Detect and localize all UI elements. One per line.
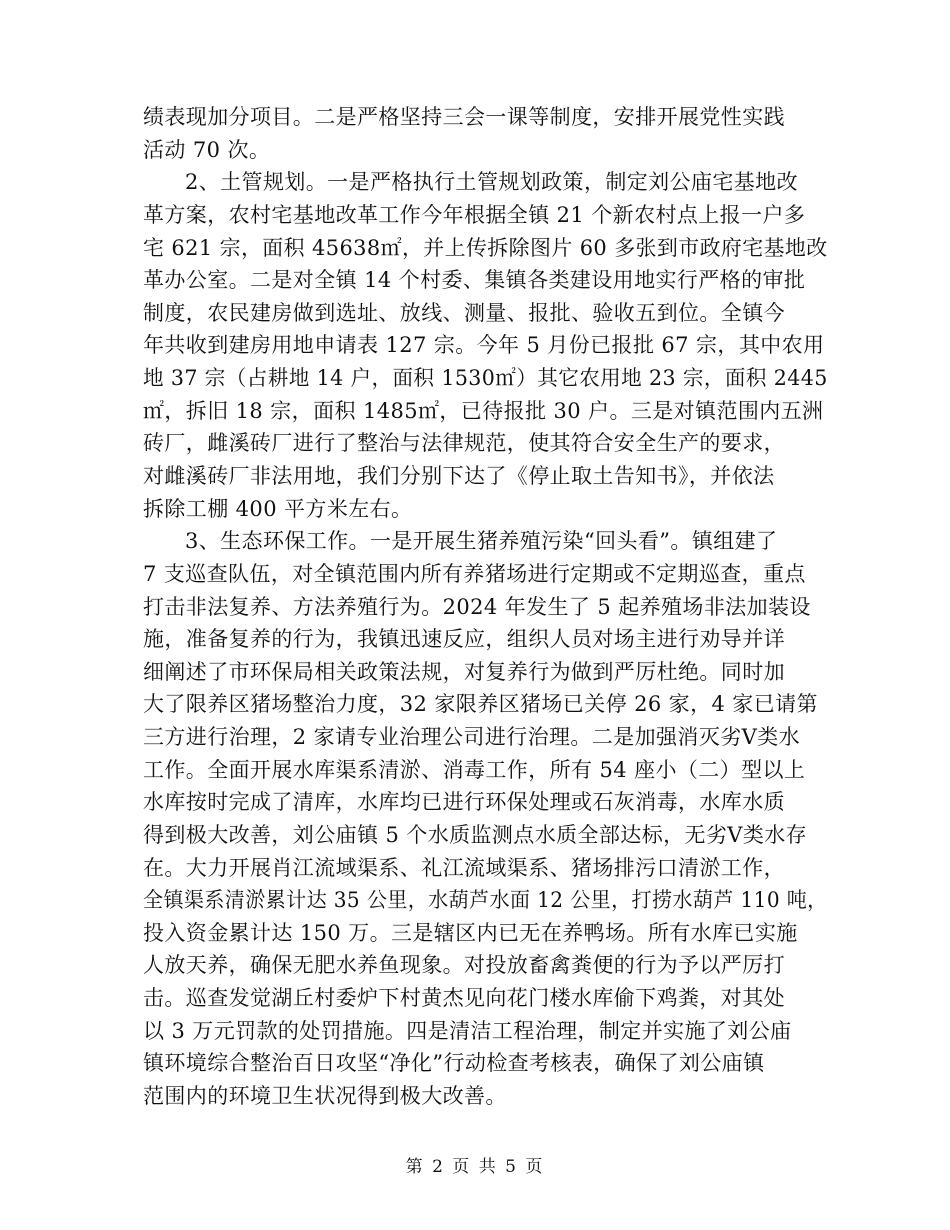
text-line: 施，准备复养的行为，我镇迅速反应，组织人员对场主进行劝导并详 <box>143 627 785 651</box>
text-line: 人放天养，确保无肥水养鱼现象。对投放畜禽粪便的行为予以严厉打 <box>143 953 785 977</box>
text-line: 活动 70 次。 <box>143 138 271 162</box>
text-line: 打击非法复养、方法养殖行为。2024 年发生了 5 起养殖场非法加装设 <box>143 595 811 619</box>
text-line: 投入资金累计达 150 万。三是辖区内已无在养鸭场。所有水库已实施 <box>143 921 798 945</box>
text-line: 地 37 宗（占耕地 14 户，面积 1530㎡）其它农用地 23 宗，面积 2445 <box>143 366 828 390</box>
text-line: 击。巡查发觉湖丘村委炉下村黄杰见向花门楼水库偷下鸡粪，对其处 <box>143 986 785 1010</box>
text-line: 在。大力开展肖江流域渠系、礼江流域渠系、猪场排污口清淤工作， <box>143 856 785 880</box>
text-line: 以 3 万元罚款的处罚措施。四是清洁工程治理，制定并实施了刘公庙 <box>143 1019 792 1043</box>
text-line: 宅 621 宗，面积 45638㎡，并上传拆除图片 60 多张到市政府宅基地改 <box>143 236 828 260</box>
text-line: 拆除工棚 400 平方米左右。 <box>143 497 413 521</box>
text-line: 大了限养区猪场整治力度，32 家限养区猪场已关停 26 家，4 家已请第 <box>143 692 818 716</box>
text-line: 年共收到建房用地申请表 127 宗。今年 5 月份已报批 67 宗，其中农用 <box>143 333 825 357</box>
text-line: 革方案，农村宅基地改革工作今年根据全镇 21 个新农村点上报一户多 <box>143 203 806 227</box>
text-line: ㎡，拆旧 18 宗，面积 1485㎡，已待报批 30 户。三是对镇范围内五洲 <box>143 399 824 423</box>
text-line: 镇环境综合整治百日攻坚“净化”行动检查考核表，确保了刘公庙镇 <box>143 1051 765 1075</box>
text-line: 得到极大改善，刘公庙镇 5 个水质监测点水质全部达标，无劣Ⅴ类水存 <box>143 823 808 847</box>
text-line: 全镇渠系清淤累计达 35 公里，水葫芦水面 12 公里，打捞水葫芦 110 吨， <box>143 888 828 912</box>
text-line: 绩表现加分项目。二是严格坚持三会一课等制度，安排开展党性实践 <box>143 105 785 129</box>
text-line: 三方进行治理，2 家请专业治理公司进行治理。二是加强消灭劣Ⅴ类水 <box>143 725 800 749</box>
text-line: 细阐述了市环保局相关政策法规，对复养行为做到严厉杜绝。同时加 <box>143 660 785 684</box>
text-line: 工作。全面开展水库渠系清淤、消毒工作，所有 54 座小（二）型以上 <box>143 758 806 782</box>
page-number-footer: 第 2 页 共 5 页 <box>405 1157 545 1177</box>
text-line: 制度，农民建房做到选址、放线、测量、报批、验收五到位。全镇今 <box>143 301 785 325</box>
text-line: 砖厂，雌溪砖厂进行了整治与法律规范，使其符合安全生产的要求， <box>143 431 785 455</box>
text-line: 水库按时完成了清库，水库均已进行环保处理或石灰消毒，水库水质 <box>143 790 785 814</box>
text-line: 7 支巡查队伍，对全镇范围内所有养猪场进行定期或不定期巡查，重点 <box>143 562 806 586</box>
text-line: 范围内的环境卫生状况得到极大改善。 <box>143 1084 507 1108</box>
text-line: 革办公室。二是对全镇 14 个村委、集镇各类建设用地实行严格的审批 <box>143 268 806 292</box>
section-3-heading-line: 3、生态环保工作。一是开展生猪养殖污染“回头看”。镇组建了 <box>185 529 778 553</box>
text-line: 对雌溪砖厂非法用地，我们分别下达了《停止取土告知书》，并依法 <box>143 464 775 488</box>
section-2-heading-line: 2、土管规划。一是严格执行土管规划政策，制定刘公庙宅基地改 <box>185 170 798 194</box>
